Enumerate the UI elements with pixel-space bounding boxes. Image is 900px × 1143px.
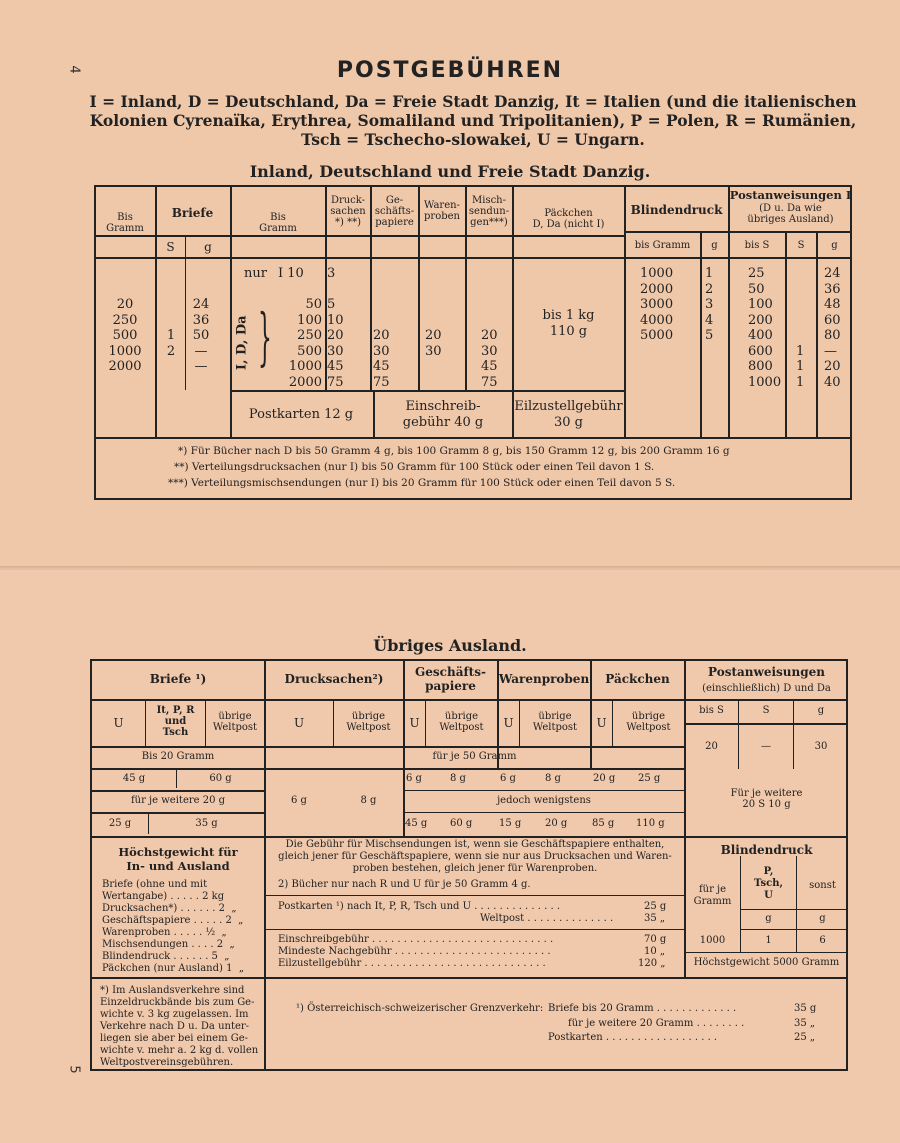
page-number-bottom: 5 — [66, 1065, 82, 1074]
grenz-postkarten: Postkarten . . . . . . . . . . . . . . . . . . — [548, 1032, 718, 1043]
col-geschaeftspapiere: 20 30 45 75 — [373, 328, 390, 390]
col-bis-gramm-2: 50 100 250 500 1000 2000 — [288, 297, 322, 390]
au-bl-1000: 1000 — [699, 935, 726, 946]
au-gesch-uebrige: übrige Weltpost — [439, 711, 484, 733]
au-bl-hoechst: Höchstgewicht 5000 Gramm — [693, 957, 840, 968]
col-mischsendungen: 20 30 45 75 — [481, 328, 498, 390]
nur-value: I 10 — [278, 266, 304, 281]
au-pa-dash: — — [761, 741, 771, 752]
abbreviation-legend: I = Inland, D = Deutschland, Da = Freie Stadt Danzig, It = Italien (und die italienischen Kolonien Cyrenaïka, Erythrea, Somaliland und Tripolitanien), P = Polen, R = Rumänien, Tsch = Tschecho-slowakei, U = Ungarn. — [89, 92, 857, 149]
au-header-geschaeftspapiere: Geschäfts- papiere — [415, 665, 486, 693]
au-header-briefe: Briefe ¹) — [149, 672, 207, 686]
au-header-warenproben: Warenproben — [498, 672, 590, 686]
postkarten-2: Weltpost . . . . . . . . . . . . . . — [480, 913, 614, 924]
au-druck-8: 8 g — [360, 795, 377, 806]
header-briefe: Briefe — [171, 206, 214, 220]
eilzustellgebuehr-value: 120 „ — [638, 958, 666, 969]
au-pa-20: 20 — [705, 741, 718, 752]
au-briefe-35: 35 g — [195, 818, 218, 829]
header-blind-g: g — [711, 240, 718, 251]
postkarten-1: Postkarten ¹) nach It, P, R, Tsch und U . . . . . . . . . . . . . . — [278, 901, 561, 912]
au-pa-30: 30 — [814, 741, 828, 752]
postkarten-rate: Postkarten 12 g — [248, 407, 354, 422]
au-bl-1: 1 — [765, 935, 772, 946]
au-gesch-6: 6 g — [406, 773, 422, 784]
header-warenproben: Waren- proben — [424, 200, 460, 222]
au-paeck-110: 110 g — [636, 818, 665, 829]
postkarten-1-value: 25 g — [644, 901, 667, 912]
au-bl-fuer-je-gramm: für je Gramm — [693, 884, 732, 907]
col-blind-gramm: 1000 2000 3000 4000 5000 — [640, 266, 674, 343]
header-pa-s: S — [797, 240, 805, 251]
header-pa-g: g — [831, 240, 838, 251]
grenz-briefe-value: 35 g — [794, 1003, 817, 1014]
col-warenproben: 20 30 — [425, 328, 442, 359]
grenz-postkarten-value: 25 „ — [794, 1032, 816, 1043]
page-fold — [0, 566, 900, 572]
header-bis-s: bis S — [744, 240, 770, 251]
au-pa-weitere: Für je weitere 20 S 10 g — [730, 788, 803, 810]
header-paeckchen: Päckchen D, Da (nicht I) — [532, 208, 605, 230]
au-blindendruck-title: Blindendruck — [720, 843, 813, 857]
au-briefe-25: 25 g — [108, 818, 132, 829]
ida-label: I, D, Da — [234, 315, 250, 371]
au-bl-g1: g — [765, 913, 772, 924]
au-briefe-45: 45 g — [122, 773, 146, 784]
grenz-weitere: für je weitere 20 Gramm . . . . . . . . — [568, 1018, 745, 1029]
einschreibgebuehr-value: 70 g — [644, 934, 667, 945]
au-druck-6: 6 g — [291, 795, 307, 806]
col-drucksachen: 3 5 10 20 30 45 75 — [327, 266, 344, 390]
col-blind-g: 1 2 3 4 5 — [705, 266, 714, 343]
header-briefe-s: S — [166, 240, 175, 254]
au-briefe-u: U — [113, 716, 124, 730]
au-briefe-60: 60 g — [209, 773, 232, 784]
au-header-paeckchen: Päckchen — [605, 672, 670, 686]
au-bl-6: 6 — [819, 935, 826, 946]
header-drucksachen: Druck- sachen *) **) — [330, 195, 366, 228]
au-waren-20: 20 g — [545, 818, 568, 829]
au-bl-g2: g — [819, 913, 826, 924]
grenz-weitere-value: 35 „ — [794, 1018, 816, 1029]
au-gesch-8: 8 g — [450, 773, 466, 784]
au-waren-8: 8 g — [545, 773, 561, 784]
hoechstgewicht-list: Briefe (ohne und mit Wertangabe) . . . . . 2 kg Drucksachen*) . . . . . . 2 „ Geschäftspapiere . . . . . 2 „ Warenproben . . . . . ½ „ Mischsendungen . . . . 2 „ Blindendruck . . . . . . 5 „ Päckchen (nur Ausland) 1 „ — [102, 879, 244, 974]
col-pa-s: 1 1 1 — [796, 343, 805, 390]
au-pa-s: S — [762, 705, 770, 716]
au-paeck-u: U — [596, 716, 607, 730]
grenz-briefe: Briefe bis 20 Gramm . . . . . . . . . . . . . — [548, 1003, 737, 1014]
header-bis-gramm-2: Bis Gramm — [259, 212, 297, 234]
hoechstgewicht-title: Höchstgewicht für In- und Ausland — [118, 845, 238, 873]
au-gesch-60: 60 g — [450, 818, 473, 829]
col-pa-g: 24 36 48 60 80 — 20 40 — [824, 266, 841, 390]
mindeste-nachgebuehr-value: 10 „ — [644, 946, 666, 957]
au-briefe-itprt: It, P, R und Tsch — [156, 705, 195, 738]
nur-label: nur — [244, 266, 267, 281]
au-bl-sonst: sonst — [809, 880, 836, 891]
header-postanweisungen-note: (D u. Da wie übriges Ausland) — [747, 203, 834, 225]
header-mischsendungen: Misch- sendun- gen***) — [468, 195, 510, 228]
au-waren-6: 6 g — [500, 773, 516, 784]
footnote-2: **) Verteilungsdrucksachen (nur I) bis 50 Gramm für 100 Stück oder einen Teil davon 1 S. — [174, 461, 655, 473]
au-paeck-85: 85 g — [592, 818, 615, 829]
col-briefe-s: 1 2 — [166, 328, 176, 359]
au-gesch-45: 45 g — [405, 818, 428, 829]
header-bis-gramm: Bis Gramm — [106, 212, 144, 234]
au-druck-u: U — [293, 716, 305, 730]
au-header-postanweisungen: Postanweisungen — [708, 665, 825, 679]
col-pa-bis-s: 25 50 100 200 400 600 800 1000 — [748, 266, 782, 390]
einschreibgebuehr: Einschreibgebühr . . . . . . . . . . . . . . . . . . . . . . . . . . . . . — [278, 934, 554, 945]
header-blindendruck: Blindendruck — [630, 203, 723, 217]
header-bis-gramm-3: bis Gramm — [634, 240, 691, 251]
au-gesch-u: U — [409, 716, 420, 730]
au-waren-15: 15 g — [499, 818, 522, 829]
page-number-top: 4 — [66, 65, 82, 74]
au-pa-bis-s: bis S — [699, 705, 724, 716]
au-waren-uebrige: übrige Weltpost — [532, 711, 578, 733]
header-geschaeftspapiere: Ge- schäfts- papiere — [374, 195, 415, 228]
header-briefe-g: g — [204, 240, 212, 254]
col-briefe-g: 24 36 50 — — — [192, 297, 210, 374]
footnote-3: ***) Verteilungsmischsendungen (nur I) bis 20 Gramm für 100 Stück oder einen Teil davon 5 S. — [168, 477, 676, 489]
au-header-postanw-note: (einschließlich) D und Da — [702, 683, 831, 694]
au-header-drucksachen: Drucksachen²) — [284, 672, 384, 686]
paeckchen-value: bis 1 kg 110 g — [542, 308, 595, 339]
au-jedoch: jedoch wenigstens — [497, 795, 591, 806]
au-bl-ptu: P, Tsch, U — [754, 866, 783, 901]
au-pa-g: g — [817, 705, 825, 716]
footnote-1: *) Für Bücher nach D bis 50 Gramm 4 g, bis 100 Gramm 8 g, bis 150 Gramm 12 g, bis 200 Gramm 16 g — [178, 445, 730, 457]
au-briefe-uebrige: übrige Weltpost — [212, 711, 258, 733]
eilzustellgebuehr: Eilzustellgebühr . . . . . . . . . . . . . . . . . . . . . . . . . . . . . — [278, 958, 546, 969]
au-paeck-25: 25 g — [638, 773, 661, 784]
eilzustell-rate: Eilzustellgebühr 30 g — [514, 399, 623, 430]
hoechstgewicht-footnote: *) Im Auslandsverkehre sind Einzeldruckbände bis zum Ge- wichte v. 3 kg zugelassen. Im Verkehre nach D u. Da unter- liegen sie aber bei einem Ge- wichte v. mehr a. 2 kg d. vollen Weltpostvereinsgebühren. — [100, 985, 259, 1068]
brace: } — [258, 300, 272, 373]
mindeste-nachgebuehr: Mindeste Nachgebühr . . . . . . . . . . . . . . . . . . . . . . . . . — [278, 946, 551, 957]
grenzverkehr-label: ¹) Österreichisch-schweizerischer Grenzverkehr: — [296, 1003, 544, 1014]
col-bis-gramm: 20 250 500 1000 2000 — [108, 297, 142, 374]
au-briefe-weitere: für je weitere 20 g — [130, 795, 226, 806]
postkarten-2-value: 35 „ — [644, 913, 666, 924]
header-postanweisungen: Postanweisungen I — [729, 188, 852, 202]
ausland-heading: Übriges Ausland. — [373, 636, 527, 655]
au-fuer-je-50: für je 50 Gramm — [432, 751, 517, 762]
mischsendungen-note: Die Gebühr für Mischsendungen ist, wenn sie Geschäftspapiere enthalten, gleich jener für Geschäftspapiere, wenn sie nur aus Drucksachen und Waren- proben bestehen, gleich jener für Warenproben. — [278, 839, 672, 874]
au-bis-20-gramm: Bis 20 Gramm — [141, 751, 215, 762]
buecher-note: 2) Bücher nur nach R und U für je 50 Gramm 4 g. — [278, 879, 531, 890]
au-waren-u: U — [503, 716, 514, 730]
au-paeck-uebrige: übrige Weltpost — [626, 711, 671, 733]
au-paeck-20: 20 g — [593, 773, 616, 784]
au-druck-uebrige: übrige Weltpost — [346, 711, 391, 733]
page-title: POSTGEBÜHREN — [336, 58, 564, 83]
inland-heading: Inland, Deutschland und Freie Stadt Danzig. — [249, 162, 651, 181]
einschreib-rate: Einschreib- gebühr 40 g — [402, 399, 484, 430]
